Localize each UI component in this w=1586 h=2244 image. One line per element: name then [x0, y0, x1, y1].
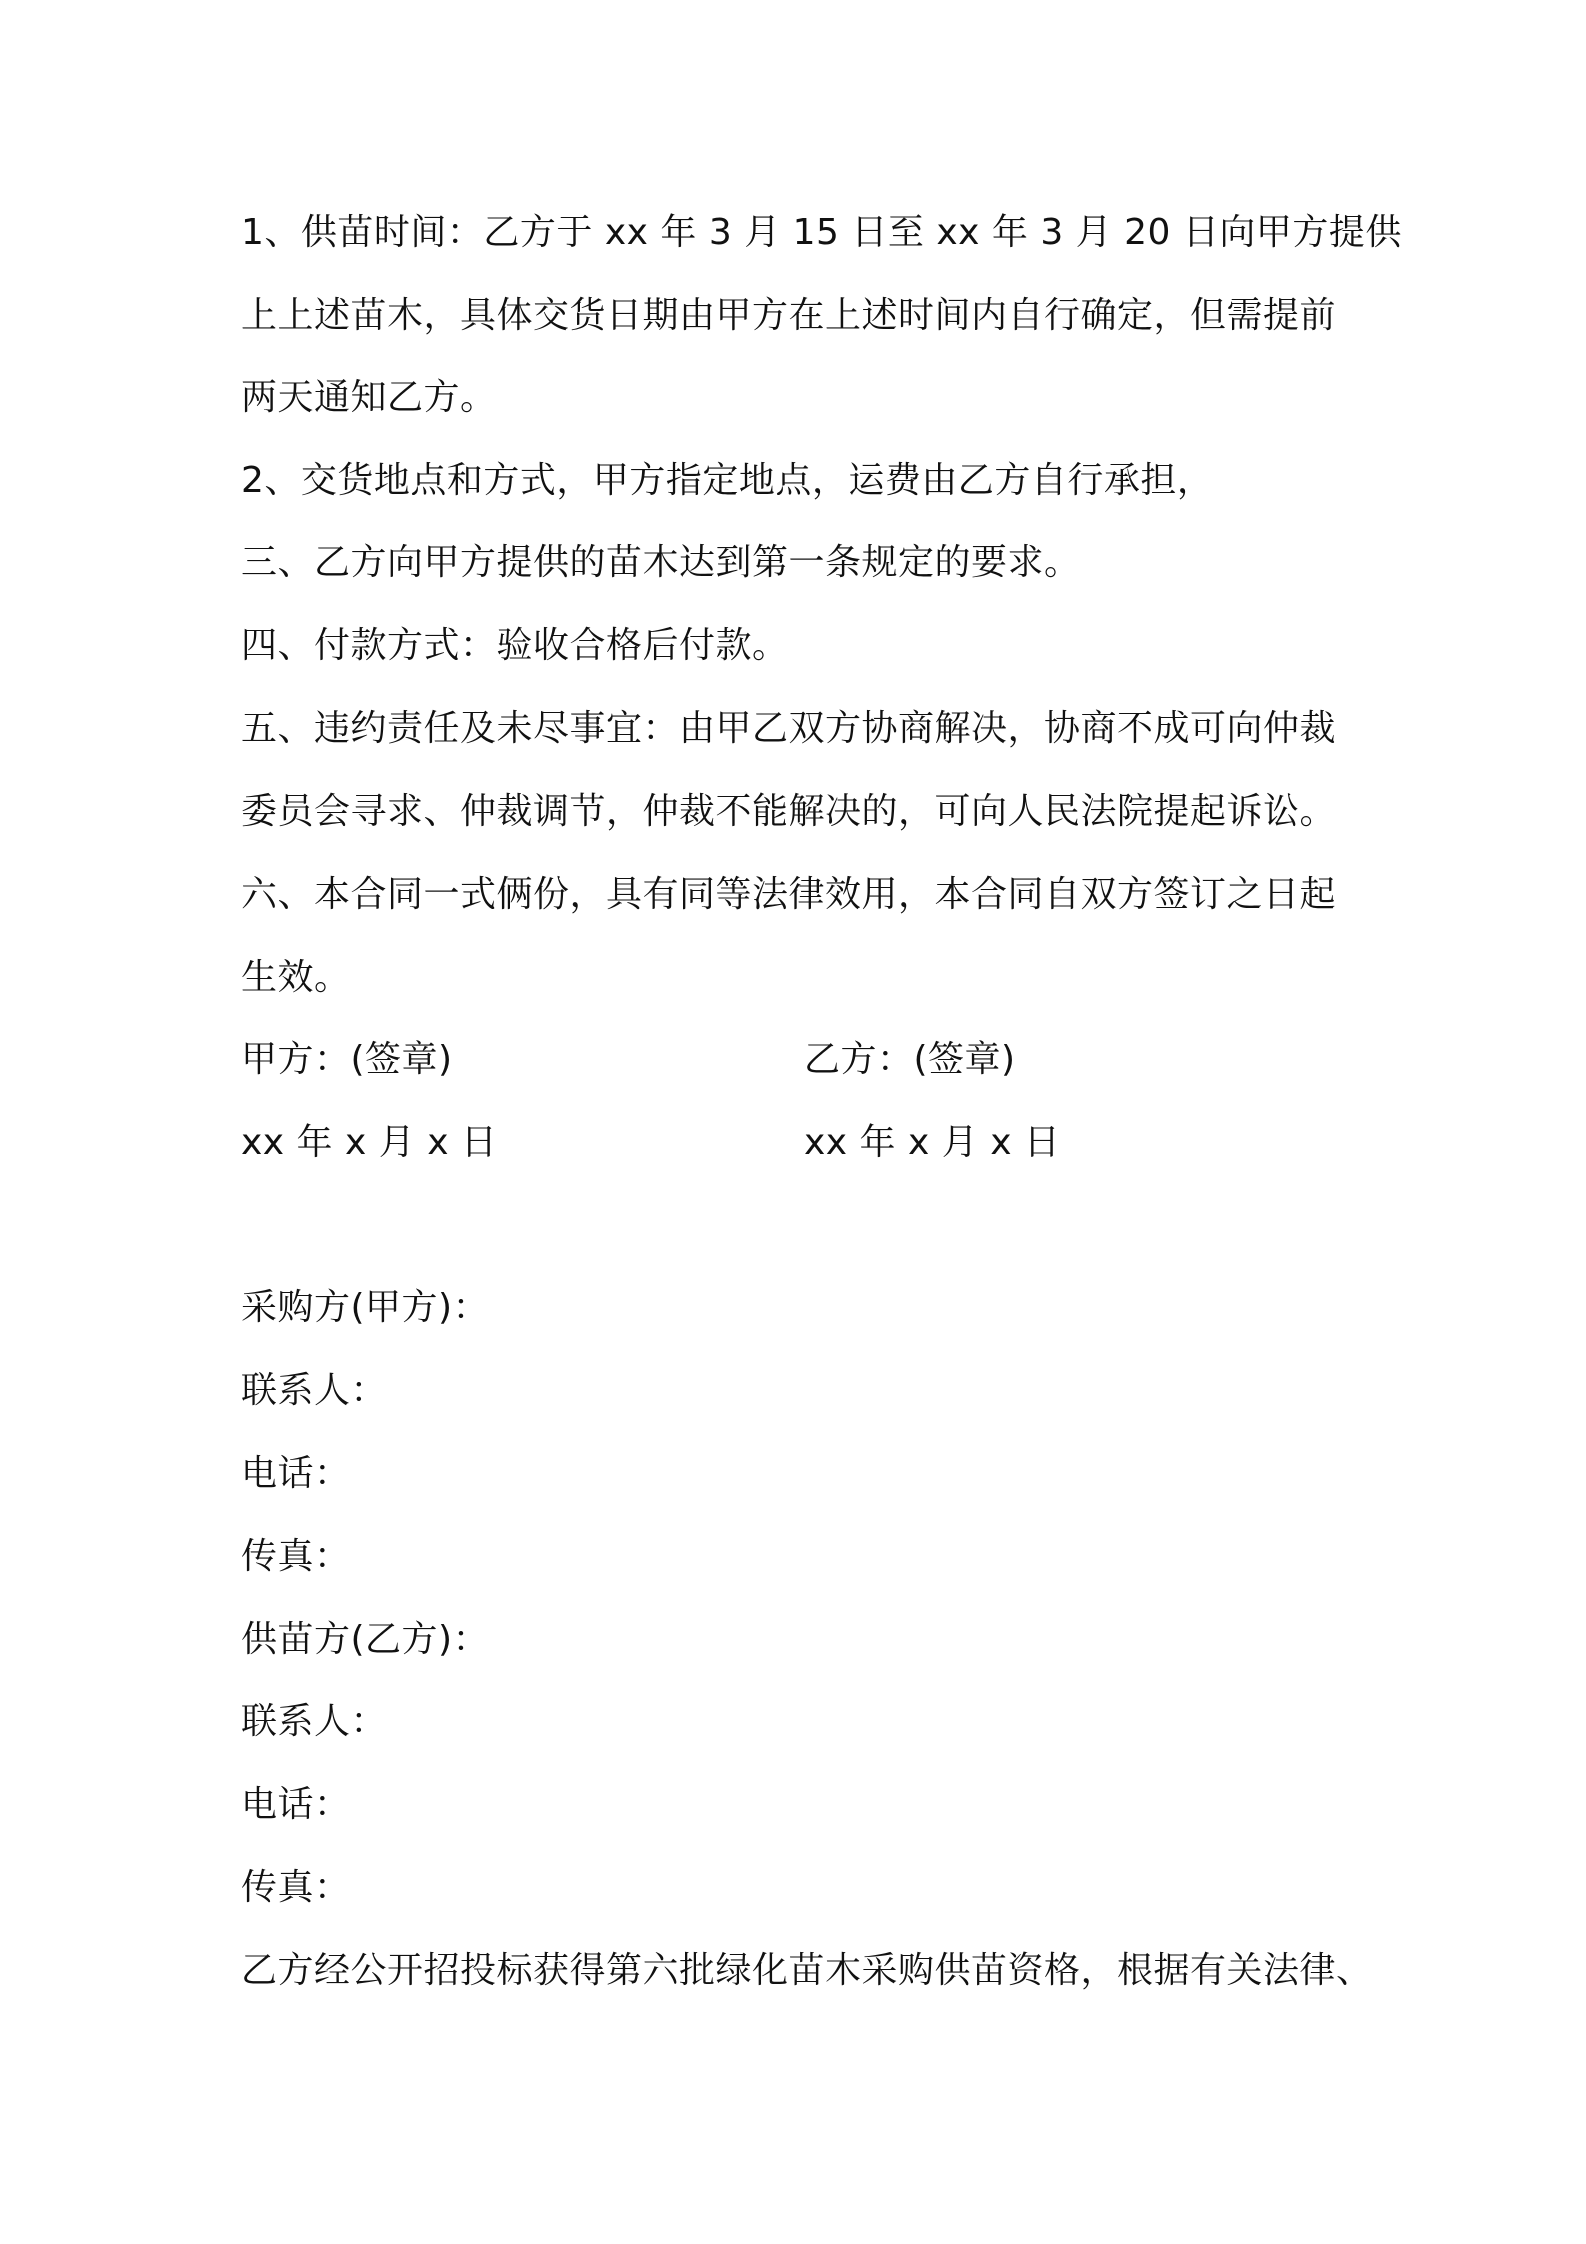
clause-delivery: 2、交货地点和方式，甲方指定地点，运费由乙方自行承担， — [241, 460, 1214, 501]
clause-liability-line-1: 五、违约责任及未尽事宜：由甲乙双方协商解决，协商不成可向仲裁 — [241, 708, 1337, 749]
clause-copies-line-1: 六、本合同一式俩份，具有同等法律效用，本合同自双方签订之日起 — [241, 874, 1337, 915]
clause-copies-line-2: 生效。 — [241, 957, 351, 998]
buyer-fax: 传真： — [241, 1536, 351, 1577]
clause-supply-time-line-2: 上上述苗木，具体交货日期由甲方在上述时间内自行确定，但需提前 — [241, 295, 1337, 336]
party-a-signature-label: 甲方：(签章) — [241, 1039, 453, 1080]
supplier-title: 供苗方(乙方)： — [241, 1619, 490, 1660]
party-b-date: xx 年 x 月 x 日 — [804, 1122, 1061, 1163]
clause-payment: 四、付款方式：验收合格后付款。 — [241, 625, 789, 666]
buyer-phone: 电话： — [241, 1453, 351, 1494]
clause-supply-time-line-3: 两天通知乙方。 — [241, 377, 497, 418]
clause-liability-line-2: 委员会寻求、仲裁调节，仲裁不能解决的，可向人民法院提起诉讼。 — [241, 791, 1337, 832]
supplier-phone: 电话： — [241, 1784, 351, 1825]
party-a-date: xx 年 x 月 x 日 — [241, 1122, 498, 1163]
supplier-fax: 传真： — [241, 1867, 351, 1908]
party-b-signature-label: 乙方：(签章) — [804, 1039, 1016, 1080]
clause-requirements: 三、乙方向甲方提供的苗木达到第一条规定的要求。 — [241, 542, 1081, 583]
buyer-contact: 联系人： — [241, 1370, 388, 1411]
clause-supply-time-line-1: 1、供苗时间：乙方于 xx 年 3 月 15 日至 xx 年 3 月 20 日向甲方提供 — [241, 212, 1402, 253]
supplier-contact: 联系人： — [241, 1701, 388, 1742]
buyer-title: 采购方(甲方)： — [241, 1287, 490, 1328]
closing-line: 乙方经公开招投标获得第六批绿化苗木采购供苗资格，根据有关法律、 — [241, 1950, 1373, 1991]
